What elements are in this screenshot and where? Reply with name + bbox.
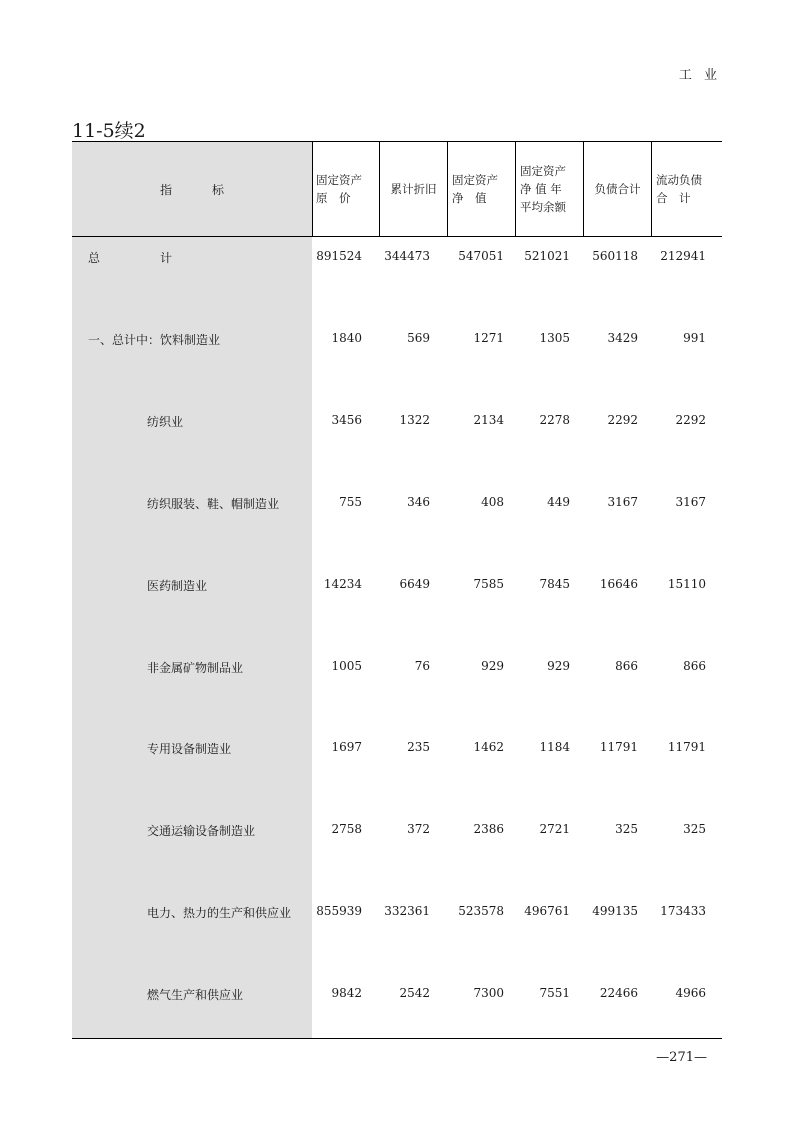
- row-value: 499135: [592, 904, 638, 918]
- row-label: 交通运输设备制造业: [147, 824, 256, 838]
- table-title: 11-5续2: [72, 120, 146, 142]
- header-cell-current-liabilities: [652, 142, 722, 236]
- table-row: [72, 495, 722, 515]
- header-line: 固定资产: [316, 173, 362, 187]
- header-line: 固定资产: [452, 173, 498, 187]
- header-line: 净 值 年: [520, 182, 562, 196]
- row-value: 16646: [599, 577, 638, 591]
- row-value: 22466: [599, 986, 638, 1000]
- header-line: 净 值: [452, 191, 487, 205]
- row-value: 346: [407, 495, 430, 509]
- row-label: 一、总计中：饮料制造业: [88, 333, 221, 347]
- row-value: 866: [683, 659, 706, 673]
- row-label: 纺织业: [147, 415, 184, 429]
- table-row: [72, 249, 722, 269]
- table-row: [72, 331, 722, 351]
- header-line: 平均余额: [520, 200, 566, 214]
- row-value: 4966: [675, 986, 706, 1000]
- row-value: 560118: [592, 249, 638, 263]
- header-label-part: 标: [211, 182, 224, 197]
- row-value: 235: [407, 740, 430, 754]
- row-value: 3167: [675, 495, 706, 509]
- row-value: 1462: [473, 740, 504, 754]
- row-value: 2721: [539, 822, 570, 836]
- table-row: [72, 659, 722, 679]
- header-line: 流动负债: [656, 173, 702, 187]
- row-value: 2542: [399, 986, 430, 1000]
- row-value: 2292: [675, 413, 706, 427]
- row-value: 7551: [539, 986, 570, 1000]
- row-value: 523578: [458, 904, 504, 918]
- row-value: 76: [414, 659, 430, 673]
- header-line: 累计折旧: [390, 182, 437, 196]
- header-cell-fixed-asset-original: [312, 142, 380, 236]
- row-label: 医药制造业: [147, 579, 208, 593]
- row-value: 496761: [524, 904, 570, 918]
- table-row: [72, 986, 722, 1006]
- row-value: 1322: [399, 413, 430, 427]
- header-cell-fixed-asset-net: [448, 142, 516, 236]
- row-value: 14234: [323, 577, 362, 591]
- header-cell-total-liabilities: [584, 142, 652, 236]
- row-value: 891524: [316, 249, 362, 263]
- row-value: 991: [683, 331, 706, 345]
- header-line: 合 计: [656, 191, 691, 205]
- row-value: 3429: [607, 331, 638, 345]
- row-value: 449: [547, 495, 570, 509]
- row-value: 2386: [473, 822, 504, 836]
- section-label: 工 业: [678, 68, 721, 83]
- row-value: 7845: [539, 577, 570, 591]
- table-row: [72, 413, 722, 433]
- row-value: 332361: [384, 904, 430, 918]
- row-value: 325: [615, 822, 638, 836]
- header-line: 固定资产: [520, 164, 566, 178]
- row-value: 212941: [660, 249, 706, 263]
- row-value: 569: [407, 331, 430, 345]
- row-value: 3167: [607, 495, 638, 509]
- row-value: 6649: [399, 577, 430, 591]
- row-value: 173433: [660, 904, 706, 918]
- row-value: 1840: [331, 331, 362, 345]
- row-value: 11791: [599, 740, 638, 754]
- row-value: 7585: [473, 577, 504, 591]
- row-value: 15110: [667, 577, 706, 591]
- table-header: [72, 142, 722, 237]
- header-label-part: 指: [160, 182, 173, 197]
- row-value: 11791: [667, 740, 706, 754]
- row-value: 3456: [331, 413, 362, 427]
- row-value: 7300: [473, 986, 504, 1000]
- page-number: —271—: [656, 1050, 707, 1065]
- row-label: 总 计: [88, 251, 173, 265]
- table-row: [72, 740, 722, 760]
- header-label-column: [72, 142, 313, 236]
- table-row: [72, 904, 722, 924]
- row-value: 1697: [331, 740, 362, 754]
- row-value: 929: [547, 659, 570, 673]
- row-value: 2758: [331, 822, 362, 836]
- row-value: 344473: [384, 249, 430, 263]
- row-label: 纺织服装、鞋、帽制造业: [147, 497, 280, 511]
- row-value: 866: [615, 659, 638, 673]
- row-value: 9842: [331, 986, 362, 1000]
- row-value: 855939: [316, 904, 362, 918]
- header-line: 原 价: [316, 191, 351, 205]
- row-label: 非金属矿物制品业: [147, 661, 244, 675]
- data-table: [72, 141, 722, 1039]
- table-body: [72, 237, 722, 1039]
- row-value: 372: [407, 822, 430, 836]
- header-line: 负债合计: [594, 182, 641, 196]
- row-value: 325: [683, 822, 706, 836]
- row-value: 2278: [539, 413, 570, 427]
- row-value: 755: [339, 495, 362, 509]
- row-value: 521021: [524, 249, 570, 263]
- row-label: 燃气生产和供应业: [147, 988, 244, 1002]
- row-label: 电力、热力的生产和供应业: [147, 906, 292, 920]
- table-row: [72, 577, 722, 597]
- row-value: 929: [481, 659, 504, 673]
- row-value: 408: [481, 495, 504, 509]
- row-label: 专用设备制造业: [147, 742, 232, 756]
- row-value: 1271: [473, 331, 504, 345]
- row-value: 547051: [458, 249, 504, 263]
- row-value: 1184: [539, 740, 570, 754]
- row-value: 1305: [539, 331, 570, 345]
- row-value: 2134: [473, 413, 504, 427]
- row-value: 2292: [607, 413, 638, 427]
- table-row: [72, 822, 722, 842]
- row-value: 1005: [331, 659, 362, 673]
- header-cell-net-annual-average: [516, 142, 584, 236]
- header-cell-accumulated-depreciation: [380, 142, 448, 236]
